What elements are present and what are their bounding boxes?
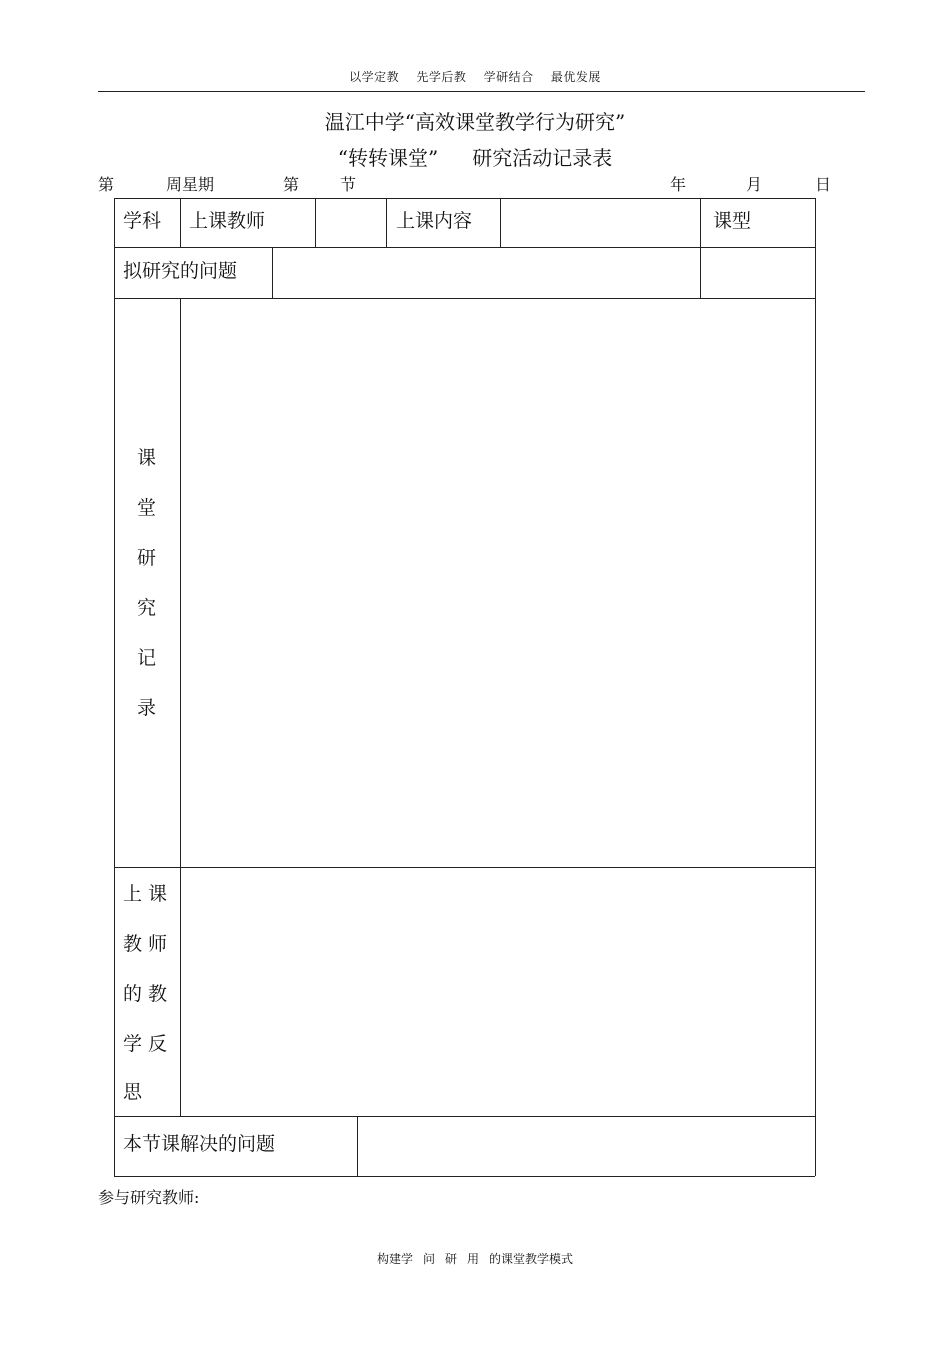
date-di: 第 xyxy=(98,175,115,194)
record-label-char-3: 研 xyxy=(137,547,157,569)
row1-divider-4 xyxy=(500,198,501,247)
type-label: 课型 xyxy=(713,210,752,232)
problem-label: 拟研究的问题 xyxy=(123,260,238,282)
content-value-field[interactable] xyxy=(510,212,690,234)
label-column-divider xyxy=(180,298,181,1116)
subject-label: 学科 xyxy=(123,210,162,232)
problem-extra-field[interactable] xyxy=(710,262,808,284)
participants-label: 参与研究教师: xyxy=(98,1188,200,1207)
motto-4: 最优发展 xyxy=(550,70,601,84)
problem-value-field[interactable] xyxy=(282,262,692,284)
solved-divider xyxy=(357,1116,358,1176)
teacher-value-field[interactable] xyxy=(324,212,379,234)
row1-divider-3 xyxy=(386,198,387,247)
footer-part-5: 的课堂教学模式 xyxy=(489,1252,574,1266)
motto-1: 以学定教 xyxy=(349,70,400,84)
reflection-label-line-1: 上 课 xyxy=(123,883,168,905)
table-border-bottom xyxy=(114,1176,815,1177)
table-border-right xyxy=(815,198,816,1176)
header-rule xyxy=(98,91,865,92)
solved-value-field[interactable] xyxy=(367,1130,807,1166)
date-di2: 第 xyxy=(283,175,300,194)
motto-3: 学研结合 xyxy=(483,70,534,84)
reflection-label-line-5: 思 xyxy=(123,1081,143,1103)
document-subtitle xyxy=(0,142,950,171)
table-border-top xyxy=(114,198,815,199)
footer-part-1: 构建学 xyxy=(376,1252,413,1266)
document-title: 温江中学“高效课堂教学行为研究” xyxy=(324,110,626,134)
date-yue: 月 xyxy=(746,175,763,194)
reflection-label-line-4: 学 反 xyxy=(123,1033,168,1055)
row2-divider-1 xyxy=(272,247,273,298)
subtitle-left: “转转课堂” xyxy=(337,146,439,170)
header-motto xyxy=(0,68,950,85)
row1-divider-2 xyxy=(315,198,316,247)
date-jie: 节 xyxy=(340,175,357,194)
date-zhouxingqi: 周星期 xyxy=(166,175,215,194)
record-label-char-6: 录 xyxy=(137,697,157,719)
subtitle-right: 研究活动记录表 xyxy=(472,146,613,170)
row1-divider-1 xyxy=(180,198,181,247)
table-line-reflection xyxy=(114,1116,815,1117)
row2-divider-2 xyxy=(700,247,701,298)
footer-part-3: 研 xyxy=(444,1252,457,1266)
table-border-left xyxy=(114,198,115,1176)
teacher-label: 上课教师 xyxy=(189,210,266,232)
solved-label: 本节课解决的问题 xyxy=(123,1133,276,1155)
table-line-record xyxy=(114,867,815,868)
footer-part-4: 用 xyxy=(467,1252,480,1266)
reflection-value-field[interactable] xyxy=(190,878,805,1108)
table-line-row1 xyxy=(114,247,815,248)
table-line-row2 xyxy=(114,298,815,299)
record-value-field[interactable] xyxy=(190,310,805,858)
footer-text xyxy=(0,1250,950,1267)
reflection-label-line-2: 教 师 xyxy=(123,933,168,955)
footer-part-2: 问 xyxy=(422,1252,435,1266)
record-label-char-1: 课 xyxy=(137,447,157,469)
reflection-label-line-3: 的 教 xyxy=(123,983,168,1005)
content-label: 上课内容 xyxy=(396,210,473,232)
date-ri: 日 xyxy=(815,175,832,194)
date-nian: 年 xyxy=(670,175,687,194)
record-label-char-4: 究 xyxy=(137,597,157,619)
record-label-char-2: 堂 xyxy=(137,497,157,519)
motto-2: 先学后教 xyxy=(416,70,467,84)
record-label-char-5: 记 xyxy=(137,647,157,669)
row1-divider-5 xyxy=(700,198,701,247)
